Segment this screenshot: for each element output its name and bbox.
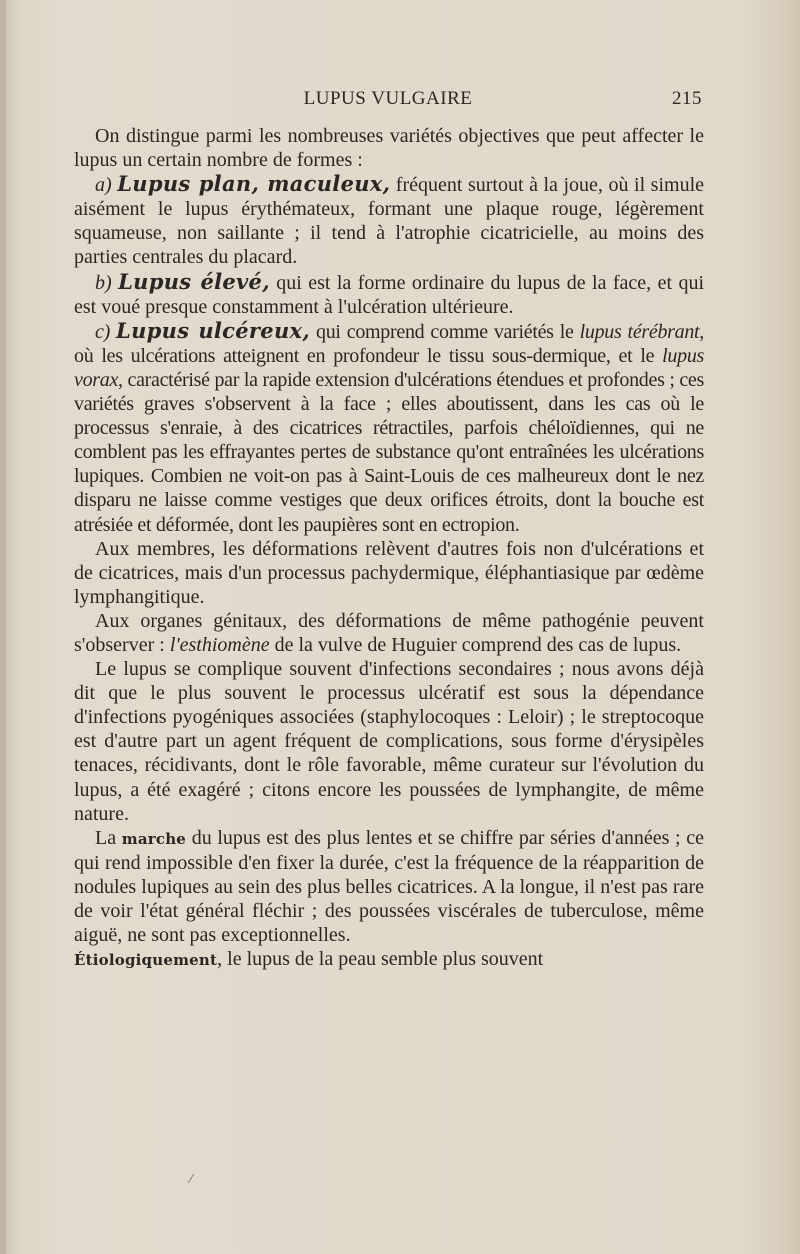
paragraph-intro: On distingue parmi les nombreuses variétés objectives que peut affecter le lupus un certain nombre de formes : — [74, 125, 704, 172]
heading-lupus-eleve: Lupus élevé, — [118, 268, 270, 294]
paragraph-lupus-ulcereux — [74, 319, 704, 537]
item-label-b: b) — [95, 271, 112, 294]
item-label-c: c) — [95, 320, 110, 343]
running-title: LUPUS VULGAIRE — [303, 88, 473, 109]
paragraph-etiologie — [74, 947, 704, 972]
term-lupus-terebrant: lupus térébrant — [579, 320, 700, 343]
heading-lupus-plan: Lupus plan, maculeux, — [117, 171, 391, 197]
text-lupus-ulcereux-1: qui comprend comme variétés le — [309, 320, 580, 343]
pencil-mark-icon: ⁄ — [190, 1172, 193, 1186]
page-number: 215 — [672, 88, 702, 109]
text-lupus-ulcereux-3: , caractérisé par la rapide extension d'ulcérations étendues et profondes ; ces variétés graves s'observent à la face ; elles aboutissent, dans les cas où le processus s'enraie, à des cicatrices rétractiles, parfois chéloïdiennes, qui ne comblent pas les effrayantes pertes de substance qu'ont entraînées les ulcérations lupiques. Combien ne voit-on pas à Saint-Louis de ces malheureux dont le nez disparu ne laisse comme vestiges que deux orifices étroits, dont la bouche est atrésiée et déformée, dont les paupières sont en ectropion. — [74, 368, 704, 536]
paragraph-complications: Le lupus se complique souvent d'infections secondaires ; nous avons déjà dit que le plus souvent le processus ulcératif est sous la dépendance d'infections pyogéniques associées (staphylocoques : Leloir) ; le streptocoque est d'autre part un agent fréquent de complications, sous forme d'érysipèles tenaces, récidivants, dont le rôle favorable, même curateur sur l'évolution du lupus, a été exagéré ; citons encore les poussées de lymphangite, de même nature. — [74, 658, 704, 825]
term-esthiomene: l'esthiomène — [169, 633, 270, 656]
paragraph-lupus-plan — [74, 172, 704, 269]
text-lupus-eleve: qui est la forme ordinaire du lupus de la face, et qui est voué presque constamment à l'ulcération ultérieure. — [74, 271, 704, 318]
text-etiologie: , le lupus de la peau semble plus souvent — [217, 948, 544, 971]
text-marche-2: du lupus est des plus lentes et se chiffre par séries d'années ; ce qui rend impossible d'en fixer la durée, c'est la fréquence de la réapparition de nodules lupiques au sein des plus belles cicatrices. A la longue, il n'est pas rare de voir l'état général fléchir ; des poussées viscérales de tuberculose, même aiguë, ne sont pas exceptionnelles. — [74, 826, 704, 947]
item-label-a: a) — [95, 174, 112, 197]
body-text — [74, 124, 704, 972]
keyword-etiologiquement: Étiologiquement — [74, 951, 218, 970]
text-marche-1: La — [95, 826, 122, 849]
text-lupus-plan: fréquent surtout à la joue, où il simule aisément le lupus érythémateux, formant une plaque rouge, légèrement squameuse, non saillante ; il tend à l'atrophie cicatricielle, au moins des parties centrales du placard. — [74, 174, 705, 269]
heading-lupus-ulcereux: Lupus ulcéreux, — [116, 317, 310, 343]
term-lupus-vorax: lupus vorax — [74, 344, 704, 391]
paragraph-organes-genitaux — [74, 609, 704, 657]
running-header — [74, 88, 702, 114]
text-genitaux-2: de la vulve de Huguier comprend des cas de lupus. — [269, 633, 682, 656]
paragraph-marche — [74, 826, 704, 947]
text-lupus-ulcereux-2: , où les ulcérations atteignent en profondeur le tissu sous-dermique, et le — [74, 320, 704, 367]
paragraph-lupus-eleve — [74, 270, 704, 319]
text-genitaux-1: Aux organes génitaux, des déformations de même pathogénie peuvent s'observer : — [74, 609, 704, 656]
keyword-marche: marche — [121, 829, 187, 848]
paragraph-membres: Aux membres, les déformations relèvent d'autres fois non d'ulcérations et de cicatrices, mais d'un processus pachydermique, éléphantiasique par œdème lymphangitique. — [74, 537, 704, 608]
